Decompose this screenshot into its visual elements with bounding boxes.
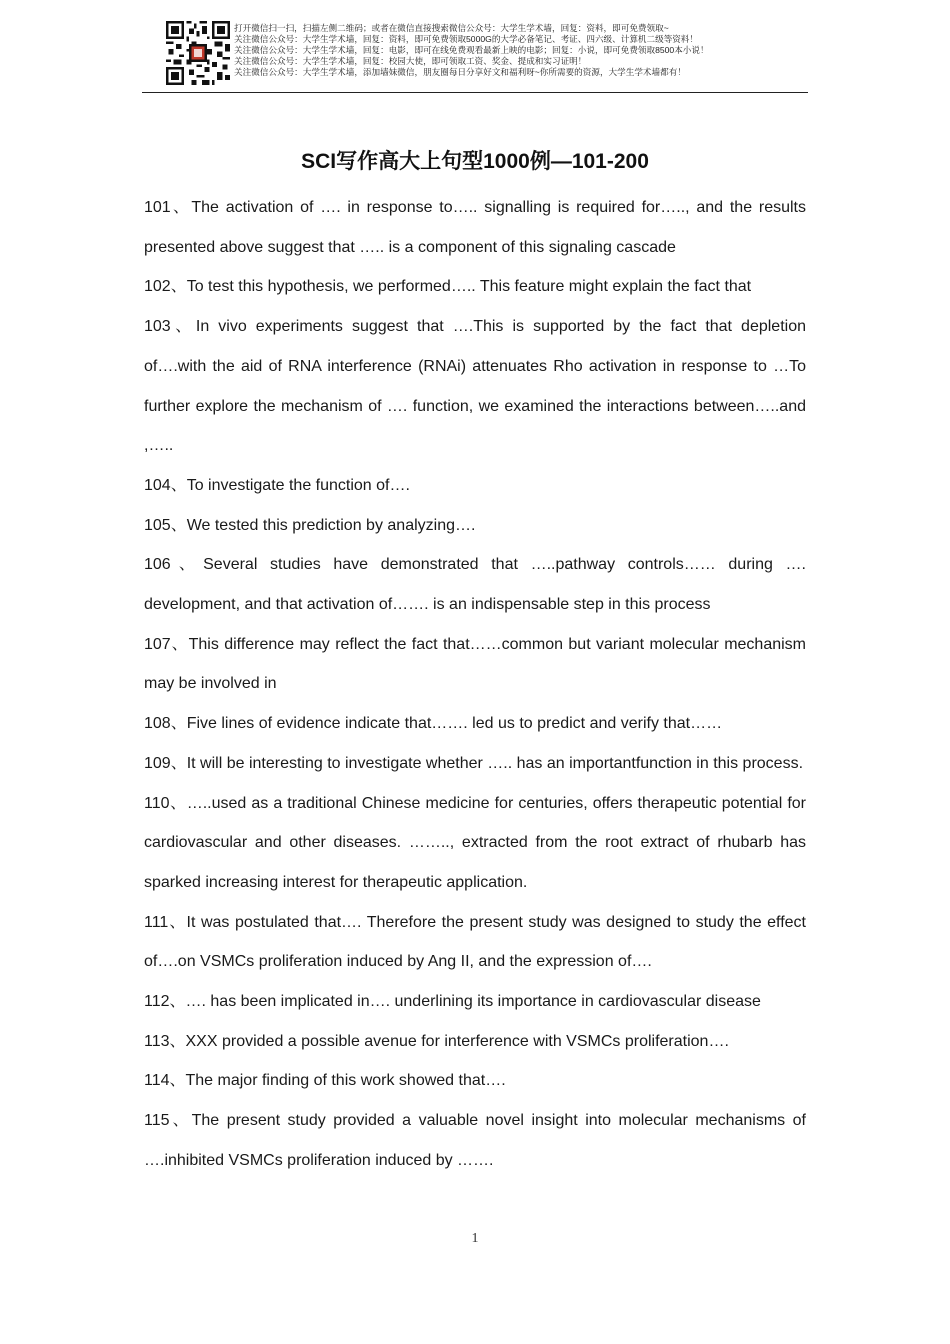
header-promo-line: 关注微信公众号：大学生学术墙，回复：资料，即可免费领取5000G的大学必备笔记、考证、四六级、计算机二级等资料！: [234, 34, 699, 45]
sentence-entry-112: 112、…. has been implicated in…. underlining its importance in cardiovascular disease: [144, 993, 761, 1011]
sentence-entry-109: 109、It will be interesting to investigate whether ….. has an importantfunction in this process.: [144, 754, 804, 772]
sentence-entry-114: 114、The major finding of this work showed that….: [144, 1072, 506, 1090]
sentence-entry-104: 104、To investigate the function of….: [144, 476, 410, 494]
sentence-entry-108: 108、Five lines of evidence indicate that……. led us to predict and verify that……: [144, 715, 723, 733]
header-promo-line: 关注微信公众号：大学生学术墙，添加墙妹微信，朋友圈每日分享好文和福利呀~你所需要的资源，大学生学术墙都有！: [234, 67, 686, 78]
sentence-entry-113: 113、XXX provided a possible avenue for interference with VSMCs proliferation….: [144, 1032, 729, 1050]
sentence-entry-115: 115、The present study provided a valuable novel insight into molecular mechanisms of ….inhibited VSMCs proliferation induced by …….: [144, 1112, 806, 1169]
header-promo-line: 关注微信公众号：大学生学术墙，回复：校园大使，即可领取工资、奖金、提成和实习证明！: [234, 56, 587, 67]
sentence-entry-106: 106、Several studies have demonstrated that …..pathway controls…… during …. development, and that activation of……. is an indispensable step in this process: [144, 556, 806, 614]
sentence-entry-101: 101、The activation of …. in response to….. signalling is required for….., and the results presented above suggest that ….. is a component of this signaling cascade: [144, 199, 807, 256]
sentence-list: [144, 188, 806, 1181]
page-number: 1: [471, 1231, 479, 1246]
qr-code-icon: [166, 21, 230, 85]
sentence-entry-111: 111、It was postulated that…. Therefore the present study was designed to study the effect of….on VSMCs proliferation induced by Ang II, and the expression of….: [144, 913, 806, 971]
sentence-entry-107: 107、This difference may reflect the fact that……common but variant molecular mechanism may be involved in: [144, 635, 806, 693]
header-promo-line: 关注微信公众号：大学生学术墙，回复：电影，即可在线免费观看最新上映的电影；回复：小说，即可免费领取8500本小说！: [234, 45, 709, 56]
sentence-entry-103: 103、In vivo experiments suggest that ….This is supported by the fact that depletion of….with the aid of RNA interference (RNAi) attenuates Rho activation in response to …To further explore the mechanism of …. function, we examined the interactions between…..and ,…..: [144, 318, 806, 455]
sentence-entry-105: 105、We tested this prediction by analyzing….: [144, 516, 476, 534]
sentence-entry-110: 110、…..used as a traditional Chinese medicine for centuries, offers therapeutic potential for cardiovascular and other diseases. …….., extracted from the root extract of rhubarb has sparked increasing interest for therapeutic application.: [144, 794, 806, 891]
header-promo-line: 打开微信扫一扫，扫描左侧二维码；或者在微信直接搜索微信公众号：大学生学术墙，回复：资料，即可免费领取~: [234, 23, 669, 33]
sentence-entry-102: 102、To test this hypothesis, we performed….. This feature might explain the fact that: [144, 278, 752, 296]
page-title: SCI写作高大上句型1000例—101-200: [301, 150, 649, 173]
page-header: [142, 18, 808, 93]
